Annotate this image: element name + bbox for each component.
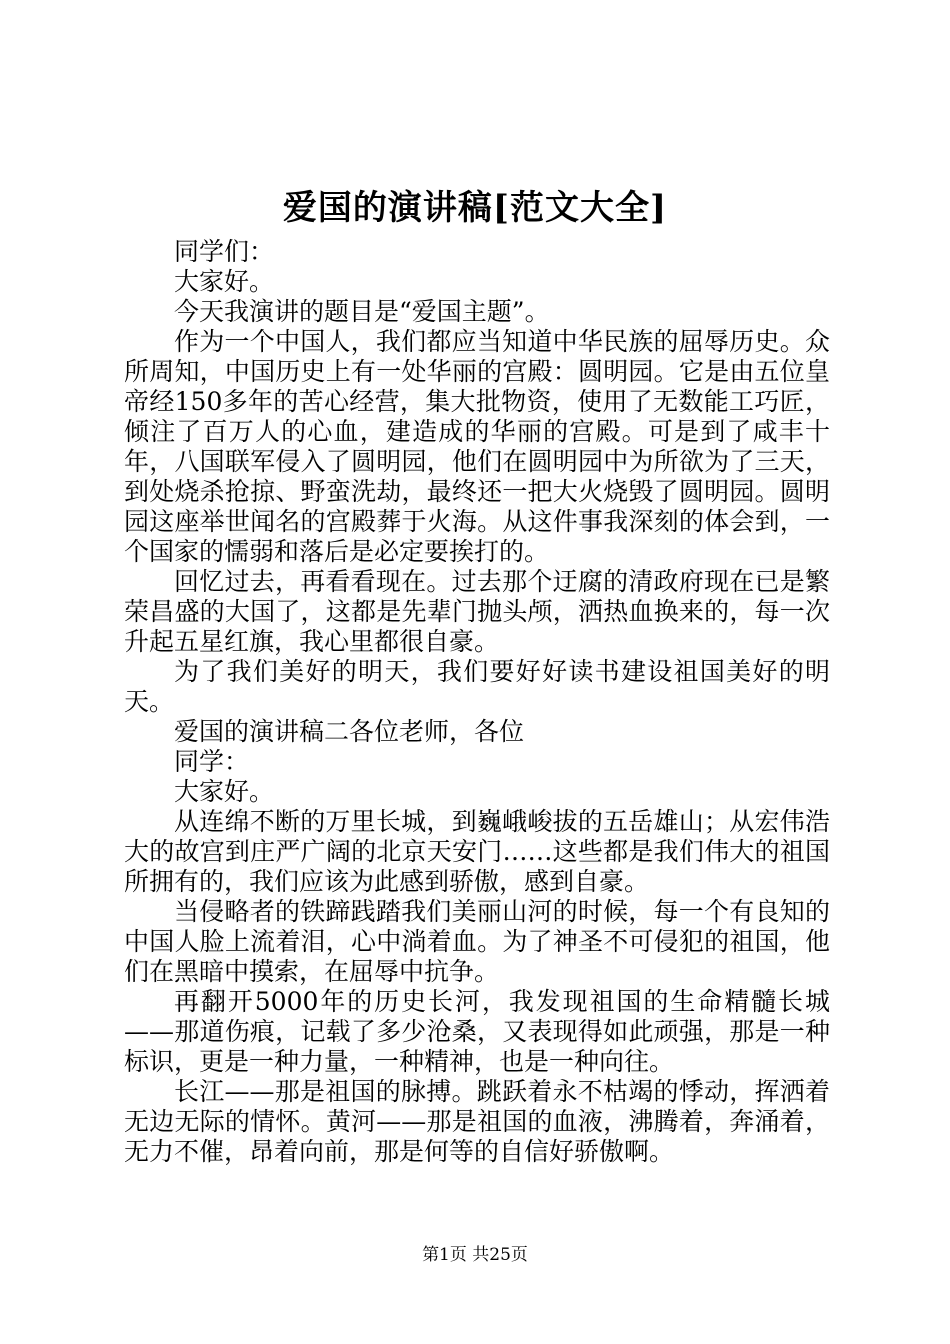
paragraph: 爱国的演讲稿二各位老师，各位 [174,717,525,746]
paragraph: 作为一个中国人，我们都应当知道中华民族的屈辱历史。众所周知，中国历史上有一处华丽的宫殿：圆明园。它是由五位皇帝经150多年的苦心经营，集大批物资，使用了无数能工巧匠，倾注了百万人的心血，建造成的华丽的宫殿。可是到了咸丰十年，八国联军侵入了圆明园，他们在圆明园中为所欲为了三天，到处烧杀抢掠、野蛮洗劫，最终还一把大火烧毁了圆明园。圆明园这座举世闻名的宫殿葬于火海。从这件事我深刻的体会到，一个国家的懦弱和落后是必定要挨打的。 [124,327,830,566]
paragraph: 回忆过去，再看看现在。过去那个迂腐的清政府现在已是繁荣昌盛的大国了，这都是先辈门抛头颅，洒热血换来的，每一次升起五星红旗，我心里都很自豪。 [124,567,830,656]
paragraph: 大家好。 [174,777,275,806]
page-number-footer: 第1页 共25页 [422,1245,528,1265]
document-body [124,237,830,1167]
paragraph: 为了我们美好的明天，我们要好好读书建设祖国美好的明天。 [124,657,830,716]
paragraph: 再翻开5000年的历史长河，我发现祖国的生命精髓长城——那道伤痕，记载了多少沧桑，又表现得如此顽强，那是一种标识，更是一种力量，一种精神，也是一种向往。 [124,987,830,1076]
paragraph: 当侵略者的铁蹄践踏我们美丽山河的时候，每一个有良知的中国人脸上流着泪，心中淌着血。为了神圣不可侵犯的祖国，他们在黑暗中摸索，在屈辱中抗争。 [124,897,830,986]
paragraph: 同学： [174,747,250,776]
paragraph: 从连绵不断的万里长城，到巍峨峻拔的五岳雄山；从宏伟浩大的故宫到庄严广阔的北京天安门……这些都是我们伟大的祖国所拥有的，我们应该为此感到骄傲，感到自豪。 [124,807,830,896]
paragraph: 长江——那是祖国的脉搏。跳跃着永不枯竭的悸动，挥洒着无边无际的情怀。黄河——那是祖国的血液，沸腾着，奔涌着，无力不催，昂着向前，那是何等的自信好骄傲啊。 [124,1077,830,1166]
paragraph: 今天我演讲的题目是“爱国主题”。 [174,297,550,326]
paragraph: 同学们： [174,237,275,266]
paragraph: 大家好。 [174,267,275,296]
document-title: 爱国的演讲稿[范文大全] [282,188,668,228]
